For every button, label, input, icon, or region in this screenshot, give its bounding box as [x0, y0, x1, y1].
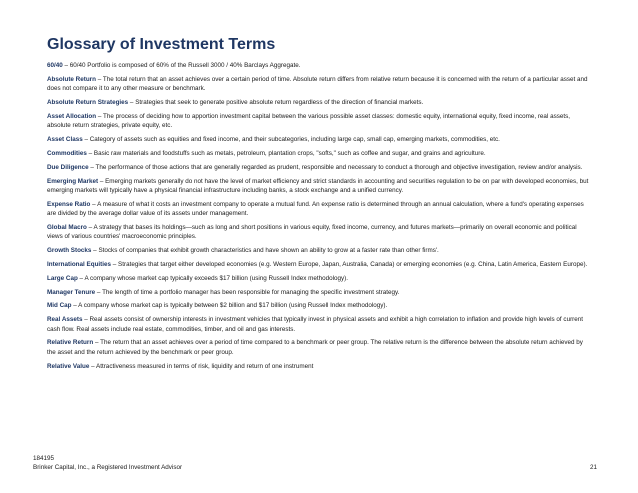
glossary-entry: [47, 177, 592, 195]
term-separator: –: [62, 62, 70, 69]
glossary-definition: A strategy that bases its holdings—such as long and short positions in various equity, fixed income, currency, and futures markets—primarily on overall economic and political views of various countries' macroeconomic principles.: [47, 223, 577, 241]
glossary-entry: [47, 200, 592, 218]
glossary-definition: A company whose market cap is typically between $2 billion and $17 billion (using Russell Index methodology).: [78, 302, 388, 310]
glossary-term: Mid Cap: [47, 302, 72, 310]
glossary-entry: [47, 98, 592, 107]
term-separator: –: [86, 149, 94, 157]
glossary-definition: The length of time a portfolio manager has been responsible for managing the specific investment strategy.: [102, 288, 400, 296]
glossary-term: 60/40: [47, 62, 63, 69]
glossary-entry: [47, 163, 592, 172]
glossary-definition: The return that an asset achieves over a period of time compared to a benchmark or peer group. The relative return is the difference between the absolute return achieved by the asset and the return achieved by the benchmark or peer group.: [47, 339, 583, 356]
term-separator: –: [111, 260, 119, 268]
glossary-definition: Emerging markets generally do not have the level of market efficiency and strict standards in accounting and securities regulation to be on par with developed economies, but emerging markets will typically have a physical financial infrastructure including banks, a stock exchange and a unified currency.: [47, 177, 589, 194]
glossary-definition: The total return that an asset achieves over a certain period of time. Absolute return differs from relative return because it is concerned with the return of a particular asset and does not compare it to any other measure or benchmark.: [47, 75, 588, 93]
glossary-term: Commodities: [47, 149, 87, 157]
term-separator: –: [90, 200, 98, 208]
glossary-term: Real Assets: [47, 316, 83, 324]
glossary-entry: [47, 75, 592, 93]
glossary-list: [47, 61, 592, 375]
page-number: 21: [590, 464, 598, 471]
glossary-entry: [47, 61, 592, 70]
term-separator: –: [82, 316, 90, 324]
glossary-definition: A measure of what it costs an investment company to operate a mutual fund. An expense ratio is determined through an annual calculation, where a fund's operating expenses are divided by the average dollar value of its assets under management.: [47, 200, 584, 217]
glossary-definition: Real assets consist of ownership interests in investment vehicles that typically invest in physical assets and exhibit a high correlation to inflation and provide high levels of current cash flow. Real assets include real estate, commodities, timber, and oil and gas interests.: [47, 316, 584, 333]
term-separator: –: [71, 302, 79, 310]
term-separator: –: [88, 163, 96, 171]
glossary-entry: [47, 223, 592, 241]
glossary-term: Emerging Market: [47, 177, 99, 185]
glossary-term: Growth Stocks: [47, 246, 92, 254]
glossary-entry: [47, 338, 592, 356]
term-separator: –: [86, 223, 94, 231]
glossary-entry: [47, 149, 592, 158]
glossary-term: Expense Ratio: [47, 200, 91, 208]
term-separator: –: [96, 112, 103, 120]
glossary-entry: [47, 315, 592, 333]
glossary-term: Relative Return: [47, 339, 94, 347]
glossary-definition: 60/40 Portfolio is composed of 60% of the Russell 3000 / 40% Barclays Aggregate.: [69, 62, 301, 69]
glossary-definition: Stocks of companies that exhibit growth characteristics and have shown an ability to grow at a faster rate than other firms'.: [98, 246, 439, 254]
glossary-term: International Equities: [47, 260, 112, 268]
glossary-term: Global Macro: [47, 223, 87, 231]
term-separator: –: [91, 246, 99, 254]
glossary-entry: [47, 246, 592, 255]
glossary-entry: [47, 288, 592, 297]
glossary-definition: Strategies that seek to generate positive absolute return regardless of the direction of financial markets.: [135, 98, 424, 106]
glossary-definition: Basic raw materials and foodstuffs such as metals, petroleum, plantation crops, "softs," such as coffee and sugar, and grains and agriculture.: [93, 149, 486, 157]
glossary-entry: [47, 135, 592, 144]
glossary-entry: [47, 260, 592, 269]
term-separator: –: [89, 362, 97, 370]
term-separator: –: [77, 274, 85, 282]
page-title: Glossary of Investment Terms: [47, 36, 276, 53]
term-separator: –: [95, 75, 103, 83]
glossary-definition: Attractiveness measured in terms of risk, liquidity and return of one instrument: [96, 362, 314, 370]
glossary-entry: [47, 274, 592, 283]
document-code: 184195: [33, 455, 55, 462]
company-disclaimer: Brinker Capital, Inc., a Registered Investment Advisor: [33, 464, 183, 471]
glossary-definition: The process of deciding how to apportion investment capital between the various possible asset classes: domestic equity, international equity, fixed income, real assets, absolute return strategies, private equity, etc.: [47, 112, 571, 130]
glossary-term: Manager Tenure: [47, 288, 96, 296]
term-separator: –: [128, 98, 136, 106]
glossary-term: Absolute Return: [47, 75, 96, 83]
glossary-definition: Category of assets such as equities and fixed income, and their subcategories, including large cap, small cap, emerging markets, commodities, etc.: [89, 135, 500, 143]
glossary-definition: The performance of those actions that are generally regarded as prudent, responsible and necessary to conduct a thorough and objective investigation, review and/or analysis.: [95, 163, 583, 171]
glossary-entry: [47, 301, 592, 310]
glossary-term: Absolute Return Strategies: [47, 98, 129, 106]
glossary-definition: Strategies that target either developed economies (e.g. Western Europe, Japan, Australia, Canada) or emerging economies (e.g. China, Latin America, Eastern Europe).: [118, 260, 588, 268]
glossary-entry: [47, 362, 592, 371]
glossary-term: Large Cap: [47, 274, 78, 282]
glossary-term: Relative Value: [47, 362, 90, 370]
term-separator: –: [93, 339, 101, 347]
term-separator: –: [98, 177, 106, 185]
glossary-definition: A company whose market cap typically exceeds $17 billion (using Russell Index methodology).: [84, 274, 349, 282]
glossary-entry: [47, 112, 592, 130]
term-separator: –: [95, 288, 103, 296]
glossary-term: Asset Allocation: [47, 112, 97, 120]
glossary-term: Asset Class: [47, 135, 83, 143]
glossary-term: Due Diligence: [47, 163, 89, 171]
term-separator: –: [82, 135, 90, 143]
